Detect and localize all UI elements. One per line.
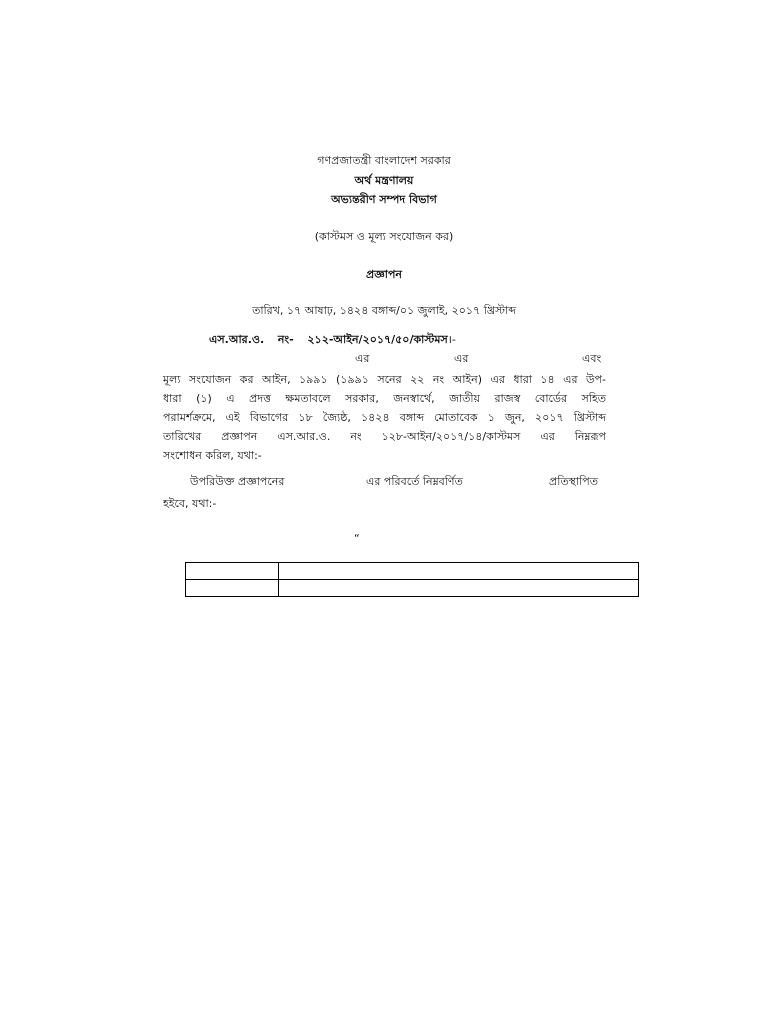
- paragraph-line: তারিখের প্রজ্ঞাপন এস.আর.ও. নং ১২৮-আইন/২০১৭/১৪/কাস্টমস এর নিম্নরূপ: [163, 430, 606, 443]
- table-cell: [186, 580, 279, 597]
- para2-word2: এর পরিবর্তে নিম্নবর্ণিত: [366, 475, 463, 488]
- table-row: [186, 563, 639, 580]
- line1-word3: এবং: [582, 352, 602, 365]
- paragraph-line: মূল্য সংযোজন কর আইন, ১৯৯১ (১৯৯১ সনের ২২ নং আইন) এর ধারা ১৪ এর উপ-: [163, 373, 606, 386]
- line1-word1: এর: [355, 352, 370, 365]
- amendment-paragraph: [163, 370, 606, 465]
- table-row: [186, 580, 639, 597]
- sro-line: [209, 331, 456, 350]
- schedule-table: [185, 562, 639, 597]
- sro-no-label: নং-: [277, 333, 294, 346]
- ministry-name: অর্থ মন্ত্রণালয়: [354, 174, 414, 187]
- paragraph-line: সংশোধন করিল, যথা:-: [163, 449, 262, 462]
- sro-suffix: ।-: [447, 333, 456, 346]
- notice-title: প্রজ্ঞাপন: [366, 268, 402, 281]
- para2-line2: হইবে, যথা:-: [163, 497, 217, 510]
- para2-word1: উপরিউক্ত প্রজ্ঞাপনের: [190, 475, 285, 488]
- table-cell: [186, 563, 279, 580]
- para2-word3: প্রতিস্থাপিত: [549, 475, 598, 488]
- government-name: গণপ্রজাতন্ত্রী বাংলাদেশ সরকার: [317, 154, 451, 167]
- notice-date: তারিখ, ১৭ আষাঢ়, ১৪২৪ বঙ্গাব্দ/০১ জুলাই, ২০১৭ খ্রিস্টাব্দ: [252, 304, 516, 317]
- sro-number: ২১২-আইন/২০১৭/৫০/কাস্টমস: [307, 333, 448, 346]
- division-name: অভ্যন্তরীণ সম্পদ বিভাগ: [331, 193, 437, 206]
- line1-word2: এর: [454, 352, 469, 365]
- table-cell: [279, 563, 639, 580]
- subject-line: (কাস্টমস ও মূল্য সংযোজন কর): [314, 230, 454, 243]
- paragraph-line: ধারা (১) এ প্রদত্ত ক্ষমতাবলে সরকার, জনস্বার্থে, জাতীয় রাজস্ব বোর্ডের সহিত: [163, 392, 606, 405]
- opening-quote: “: [354, 532, 360, 545]
- paragraph-line: পরামর্শক্রমে, এই বিভাগের ১৮ জ্যৈষ্ঠ, ১৪২৪ বঙ্গাব্দ মোতাবেক ১ জুন, ২০১৭ খ্রিস্টাব্দ: [163, 411, 606, 424]
- table-cell: [279, 580, 639, 597]
- sro-label: এস.আর.ও.: [209, 333, 265, 346]
